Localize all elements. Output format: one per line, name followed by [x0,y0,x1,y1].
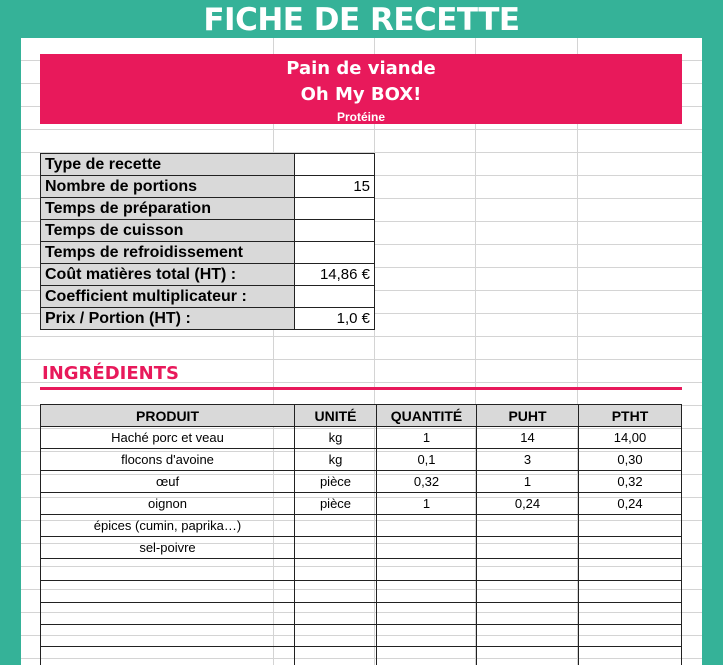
table-cell[interactable]: oignon [41,493,295,515]
sheet-title: FICHE DE RECETTE [203,2,520,38]
table-cell[interactable]: pièce [295,493,377,515]
recipe-category: Protéine [336,110,385,124]
table-cell[interactable] [377,647,477,665]
info-value-cell[interactable] [295,242,375,264]
table-row [41,647,682,665]
table-cell[interactable]: 14,00 [579,427,682,449]
table-cell[interactable] [477,603,579,625]
column-header: PRODUIT [41,405,295,427]
table-row [41,493,682,515]
info-row [41,264,375,286]
info-row [41,198,375,220]
info-row [41,220,375,242]
column-header: PUHT [477,405,579,427]
info-label: Type de recette [41,154,295,176]
info-row [41,176,375,198]
table-cell[interactable] [477,581,579,603]
table-cell[interactable]: 0,32 [579,471,682,493]
info-value-cell[interactable] [295,198,375,220]
table-cell[interactable] [41,581,295,603]
info-label: Temps de refroidissement [41,242,295,264]
info-row [41,154,375,176]
recipe-name: Pain de viande [286,58,436,79]
table-row [41,515,682,537]
table-cell[interactable] [579,603,682,625]
info-value-cell[interactable] [295,154,375,176]
info-row [41,286,375,308]
info-row [41,242,375,264]
table-cell[interactable] [295,625,377,647]
table-cell[interactable]: 14 [477,427,579,449]
table-cell[interactable]: 0,24 [477,493,579,515]
info-label: Coefficient multiplicateur : [41,286,295,308]
table-row [41,603,682,625]
table-cell[interactable] [377,625,477,647]
recipe-info-table [40,153,375,330]
table-cell[interactable] [41,625,295,647]
table-cell[interactable] [295,647,377,665]
table-row [41,471,682,493]
table-cell[interactable] [377,603,477,625]
table-cell[interactable] [295,515,377,537]
table-cell[interactable] [477,515,579,537]
info-value-cell[interactable] [295,286,375,308]
table-cell[interactable] [295,559,377,581]
recipe-brand: Oh My BOX! [300,84,422,105]
table-cell[interactable]: Haché porc et veau [41,427,295,449]
ingredients-table [40,404,682,665]
column-header: PTHT [579,405,682,427]
table-cell[interactable]: kg [295,427,377,449]
info-value-cell[interactable] [295,220,375,242]
column-header: UNITÉ [295,405,377,427]
table-cell[interactable] [579,515,682,537]
table-row [41,449,682,471]
table-cell[interactable] [295,537,377,559]
table-cell[interactable]: kg [295,449,377,471]
info-label: Temps de cuisson [41,220,295,242]
table-cell[interactable] [477,537,579,559]
table-cell[interactable]: 0,1 [377,449,477,471]
table-cell[interactable] [41,603,295,625]
table-cell[interactable]: 1 [377,427,477,449]
table-cell[interactable]: œuf [41,471,295,493]
info-label: Temps de préparation [41,198,295,220]
table-cell[interactable]: 0,32 [377,471,477,493]
table-cell[interactable] [579,625,682,647]
table-cell[interactable]: 3 [477,449,579,471]
table-cell[interactable]: 0,24 [579,493,682,515]
table-cell[interactable] [377,537,477,559]
info-label: Coût matières total (HT) : [41,264,295,286]
table-cell[interactable] [477,559,579,581]
table-cell[interactable]: épices (cumin, paprika…) [41,515,295,537]
column-header: QUANTITÉ [377,405,477,427]
table-cell[interactable]: 1 [477,471,579,493]
ingredients-heading: INGRÉDIENTS [42,363,179,384]
table-cell[interactable]: 0,30 [579,449,682,471]
info-label: Nombre de portions [41,176,295,198]
table-cell[interactable] [579,559,682,581]
info-label: Prix / Portion (HT) : [41,308,295,330]
recipe-banner [40,54,682,124]
table-cell[interactable] [579,647,682,665]
info-row [41,308,375,330]
info-value-cell[interactable]: 14,86 € [295,264,375,286]
table-cell[interactable] [579,537,682,559]
table-cell[interactable] [477,647,579,665]
table-cell[interactable]: sel-poivre [41,537,295,559]
table-row [41,559,682,581]
table-cell[interactable] [295,581,377,603]
table-cell[interactable]: flocons d'avoine [41,449,295,471]
table-cell[interactable] [579,581,682,603]
table-row [41,537,682,559]
table-cell[interactable] [41,647,295,665]
table-row [41,427,682,449]
table-cell[interactable]: pièce [295,471,377,493]
table-row [41,581,682,603]
table-cell[interactable] [377,515,477,537]
table-row [41,625,682,647]
table-cell[interactable]: 1 [377,493,477,515]
table-cell[interactable] [377,581,477,603]
info-value-cell[interactable]: 1,0 € [295,308,375,330]
table-cell[interactable] [295,603,377,625]
table-cell[interactable] [41,559,295,581]
ingredients-divider [40,387,682,390]
spreadsheet[interactable] [21,38,702,665]
table-cell[interactable] [377,559,477,581]
table-cell[interactable] [477,625,579,647]
info-value-cell[interactable]: 15 [295,176,375,198]
